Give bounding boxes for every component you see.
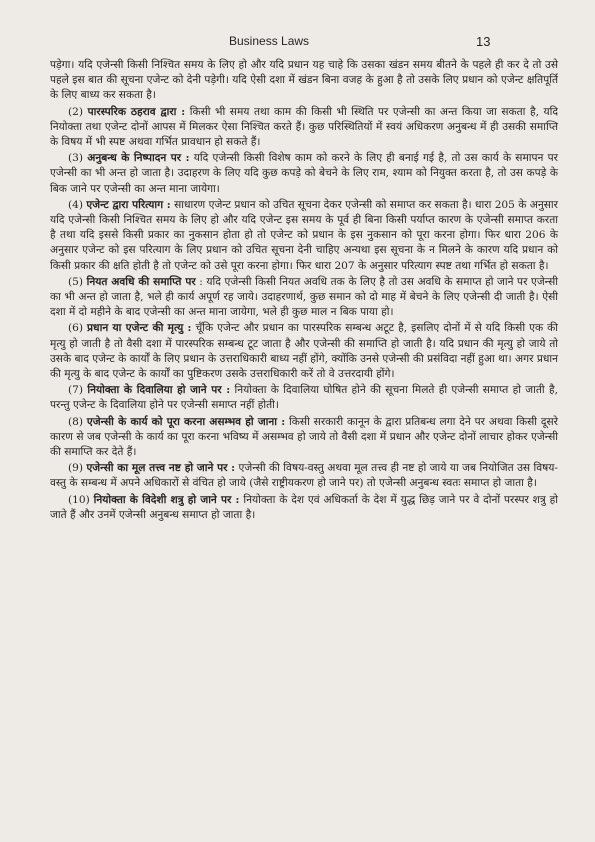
- paragraph-number: (6): [68, 322, 84, 335]
- paragraph-text: पड़ेगा। यदि एजेन्सी किसी निश्चित समय के लिए हो और यदि प्रधान यह चाहे कि उसका खंडन समय बीतने के पहले ही कर दे तो उसे पहले इस बात की सूचना एजेन्ट को देनी पड़ेगी। यदि ऐसी दशा में खंडन बिना वजह के हुआ है तो उसके लिए प्रधान को एजेन्ट क्षतिपूर्ति के लिए बाध्य कर सकता है।: [50, 59, 558, 102]
- paragraph-number: (2): [68, 105, 84, 118]
- paragraph-4: [50, 198, 558, 274]
- paragraph-text: चूँकि एजेन्ट और प्रधान का पारस्परिक सम्बन्ध अटूट है, इसलिए दोनों में से यदि किसी एक की मृत्यु हो जाती है तो वैसी दशा में पारस्परिक सम्बन्ध टूट जाता है और एजेन्सी की समाप्ति हो जाती है। यदि प्रधान की मृत्यु हो जाये तो उसके बाद एजेन्ट के कार्यों के लिए प्रधान के उत्तराधिकारी बाध्य नहीं होंगे, क्योंकि उनसे एजेन्सी की प्रसंविदा नहीं हुआ था। अगर प्रधान की मृत्यु के बाद एजेन्ट के कार्यों का पुष्टिकरण उसके उत्तराधिकारी करें तो वे उत्तरदायी होंगे।: [50, 322, 558, 381]
- paragraph-number: (3): [68, 152, 84, 165]
- paragraph-heading: नियोक्ता के दिवालिया हो जाने पर :: [87, 384, 231, 397]
- paragraph-3: [50, 151, 558, 197]
- paragraph-text: नियोक्ता के देश एवं अधिकर्ता के देश में युद्ध छिड़ जाने पर वे दोनों परस्पर शत्रु हो जाते हैं और उनमें एजेन्सी अनुबन्ध समाप्त हो जाता है।: [50, 493, 558, 521]
- paragraph-heading: एजेन्सी के कार्य को पूरा करना असम्भव हो जाना :: [86, 415, 286, 428]
- paragraph-heading: एजेन्सी का मूल तत्त्व नष्ट हो जाने पर :: [86, 462, 236, 475]
- paragraph-number: (9): [68, 462, 84, 475]
- page-number: 13: [476, 34, 491, 49]
- paragraph-number: (8): [68, 415, 84, 428]
- paragraph-number: (10): [68, 493, 90, 506]
- paragraph-text: यदि एजेन्सी किसी विशेष काम को करने के लिए ही बनाई गई है, तो उस कार्य के समापन पर एजेन्सी का भी अन्त हो जाता है। उदाहरण के लिए यदि कुछ कपड़े को बेचने के लिए राम, श्याम को नियुक्त करता है, तो उस कपड़े के बिक जाने पर एजेन्सी का अन्त माना जायेगा।: [50, 152, 558, 195]
- paragraph-8: [50, 415, 558, 461]
- paragraph-text: साधारण एजेन्ट प्रधान को उचित सूचना देकर एजेन्सी को समाप्त कर सकता है। धारा 205 के अनुसार यदि एजेन्सी किसी निश्चित समय के लिए हो और यदि एजेन्ट इस समय के पूर्व ही बिना किसी पर्याप्त कारण के एजेन्सी समाप्त करता है तथा यदि इससे किसी प्रकार का नुकसान होता हो तो एजेन्ट को प्रधान के इस नुकसान को पूरा करना होगा। फिर धारा 206 के अनुसार एजेन्ट को इस परित्याग के लिए प्रधान को उचित सूचना देनी चाहिए अन्यथा इस सूचना के न मिलने के कारण यदि प्रधान को किसी प्रकार की क्षति होती है तो एजेन्ट को उसे पूरा करना होगा। फिर धारा 207 के अनुसार परित्याग स्पष्ट तथा गर्भित हो सकता है।: [50, 198, 558, 272]
- paragraph-heading: नियत अवधि की समाप्ति पर: [86, 275, 196, 288]
- paragraph-heading: अनुबन्ध के निष्पादन पर :: [87, 152, 190, 165]
- paragraph-heading: नियोक्ता के विदेशी शत्रु हो जाने पर :: [93, 493, 240, 506]
- paragraph-heading: प्रधान या एजेन्ट की मृत्यु :: [87, 322, 192, 335]
- paragraph-number: (7): [68, 384, 84, 397]
- book-title: Business Laws: [229, 34, 310, 48]
- paragraph-number: (4): [68, 198, 84, 211]
- paragraph-text: किसी सरकारी कानून के द्वारा प्रतिबन्ध लगा देने पर अथवा किसी दूसरे कारण से जब एजेन्सी के कार्य का पूरा करना भविष्य में असम्भव हो जाये तो वैसी दशा में प्रधान और एजेन्ट दोनों लाचार होकर एजेन्सी की समाप्ति कर देते हैं।: [50, 415, 558, 459]
- paragraph-continued: [50, 58, 558, 104]
- paragraph-9: [50, 461, 558, 491]
- paragraph-text: किसी भी समय तथा काम की किसी भी स्थिति पर एजेन्सी का अन्त किया जा सकता है, यदि नियोक्ता तथा एजेन्ट दोनों आपस में मिलकर ऐसा निश्चित करते हैं। कुछ परिस्थितियों में स्वयं अधिकरण अनुबन्ध में ही उसकी समाप्ति के विषय में भी स्पष्ट अथवा गर्भित प्रावधान हो सकते हैं।: [50, 105, 558, 149]
- paragraph-10: [50, 493, 558, 523]
- paragraph-heading: पारस्परिक ठहराव द्वारा :: [87, 105, 186, 118]
- paragraph-text: : यदि एजेन्सी किसी नियत अवधि तक के लिए है तो उस अवधि के समाप्त हो जाने पर एजेन्सी का भी अन्त हो जाता है, भले ही कार्य अपूर्ण रह जाये। उदाहरणार्थ, कुछ समान को दो माह में बेचने के लिए एजेन्सी दी जाती है। ऐसी दशा में दो महीने के बाद एजेन्सी का अन्त माना जायेगा, भले ही कुछ माल न बिक पाया हो।: [50, 275, 558, 319]
- paragraph-number: (5): [68, 275, 84, 288]
- paragraph-6: [50, 321, 558, 382]
- paragraph-text: एजेन्सी की विषय-वस्तु अथवा मूल तत्त्व ही नष्ट हो जाये या जब नियोजित उस विषय-वस्तु के सम्बन्ध में अपने अधिकारों से वंचित हो जाये (जैसे राष्ट्रीयकरण हो जाने पर) तो एजेन्सी अनुबन्ध स्वतः समाप्त हो जाता है।: [50, 462, 558, 490]
- paragraph-text: नियोक्ता के दिवालिया घोषित होने की सूचना मिलते ही एजेन्सी समाप्त हो जाती है, परन्तु एजेन्ट के दिवालिया होने पर एजेन्सी समाप्त नहीं होती।: [50, 384, 558, 412]
- paragraph-5: [50, 275, 558, 321]
- page-body: [50, 58, 558, 524]
- paragraph-heading: एजेन्ट द्वारा परित्याग :: [86, 198, 171, 211]
- paragraph-2: [50, 105, 558, 151]
- paragraph-7: [50, 383, 558, 413]
